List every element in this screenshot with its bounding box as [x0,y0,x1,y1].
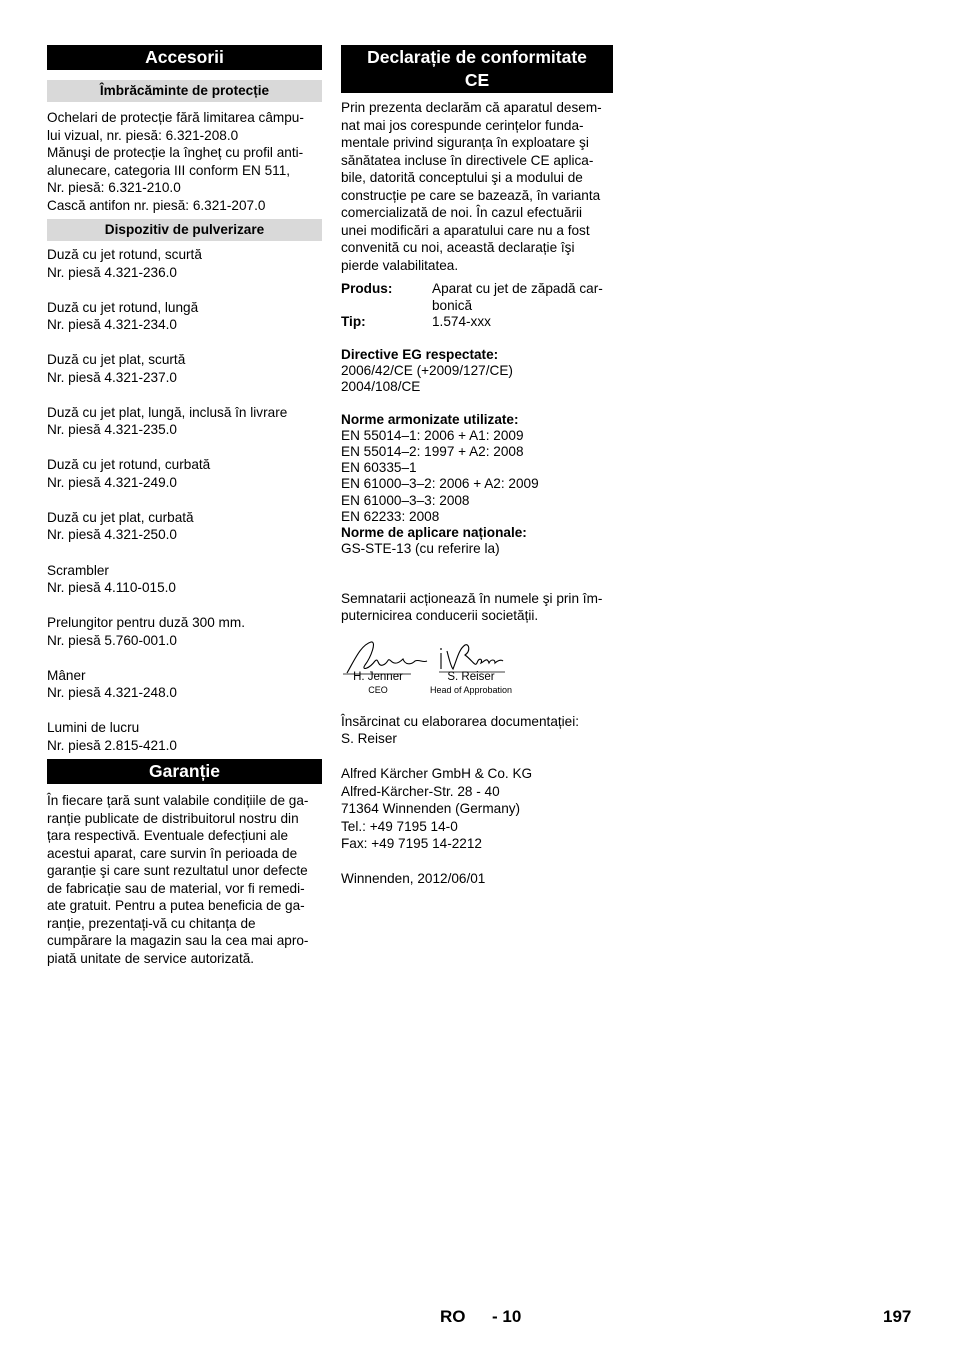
national-norms-value: GS-STE-13 (cu referire la) [341,540,500,556]
product-info [341,281,613,331]
text-line: Winnenden, 2012/06/01 [341,871,486,887]
documentation-label: Însărcinat cu elaborarea documentației: [341,713,580,729]
text-line: bile, datorită conceptului şi a modului de [341,170,583,185]
text-line: EN 55014–2: 1997 + A2: 2008 [341,444,524,460]
item-part-number: Nr. piesă 4.321-234.0 [47,317,177,333]
heading-line: Declarație de conformitate [367,47,587,67]
item-part-number: Nr. piesă 2.815-421.0 [47,737,177,753]
type-row [341,314,613,331]
item-name: Prelungitor pentru duză 300 mm. [47,615,245,631]
text-line: Ochelari de protecție fără limitarea câmpu- [47,110,304,125]
item-part-number: Nr. piesă 4.321-235.0 [47,422,177,438]
text-line: Aparat cu jet de zăpadă car- [432,281,603,296]
list-item [47,404,322,439]
text-line: EN 61000–3–2: 2006 + A2: 2009 [341,476,539,492]
item-part-number: Nr. piesă 4.321-250.0 [47,527,177,543]
text-line: ranție, prezentați-vă cu chitanța de [47,915,256,931]
text-line: țara respectivă. Eventuale defecțiuni ale [47,828,289,844]
list-item [47,246,322,281]
item-name: Duză cu jet plat, curbată [47,509,194,525]
imbracaminte-subheading: Îmbrăcăminte de protecție [47,80,322,102]
place-date [341,870,613,888]
list-item [47,299,322,334]
norms-label: Norme armonizate utilizate: [341,412,519,428]
text-line: mentale privind siguranța în exploatare şi [341,135,589,150]
item-name: Lumini de lucru [47,720,140,736]
product-row [341,281,613,314]
signature-reiser [429,639,513,696]
text-line: cumpărare la magazin sau la cea mai apro- [47,933,309,949]
text-line: EN 62233: 2008 [341,508,440,524]
item-name: Duză cu jet rotund, scurtă [47,247,202,262]
national-norms-label: Norme de aplicare naționale: [341,524,527,540]
pulverizare-list [47,246,322,754]
imbracaminte-text [47,109,322,214]
item-name: Duză cu jet rotund, curbată [47,457,211,473]
signer-role: CEO [368,684,388,695]
text-line: ate gratuit. Pentru a putea beneficia de ga- [47,898,305,914]
item-name: Mâner [47,667,86,683]
list-item [47,719,322,754]
signer-role: Head of Approbation [429,684,513,695]
text-line: EN 60335–1 [341,460,417,476]
declaratie-heading [341,45,613,93]
text-line: de fabricație sau de material, vor fi remedi- [47,880,305,896]
item-part-number: Nr. piesă 4.321-248.0 [47,685,177,701]
text-line: Cască antifon nr. piesă: 6.321-207.0 [47,197,266,213]
text-line: Alfred-Kärcher-Str. 28 - 40 [341,783,500,799]
text-line: garanție şi care sunt rezultatul unor defecte [47,863,308,879]
text-line: Nr. piesă: 6.321-210.0 [47,180,181,195]
item-name: Duză cu jet rotund, lungă [47,299,199,315]
address-block [341,765,613,853]
pulverizare-subheading: Dispozitiv de pulverizare [47,219,322,241]
signer-name: S. Reiser [447,670,495,683]
text-line: 2006/42/CE (+2009/127/CE) [341,362,513,378]
directives-label: Directive EG respectate: [341,346,499,362]
text-line: unei modificări a aparatului care nu a fost [341,222,590,238]
text-line: În fiecare țară sunt valabile condițiile de ga- [47,793,309,809]
left-column [47,45,322,967]
text-line: EN 61000–3–3: 2008 [341,492,470,508]
section-page-number: - 10 [492,1307,522,1326]
text-line: acestui aparat, care survin în perioada de [47,845,298,861]
text-line: Mănuşi de protecție la îngheț cu profil anti- [47,145,304,160]
garantie-heading: Garanție [47,759,322,784]
type-value: 1.574-xxx [432,314,491,329]
item-part-number: Nr. piesă 5.760-001.0 [47,632,177,648]
footer-page-number: 197 [883,1307,912,1326]
list-item [47,456,322,491]
item-name: Scrambler [47,562,109,578]
item-name: Duză cu jet plat, scurtă [47,352,186,368]
intro-text [341,99,613,274]
documentation-name: S. Reiser [341,731,397,747]
text-line: ranție publicate de distribuitorul nostru din [47,810,299,826]
list-item [47,509,322,544]
text-line: alunecare, categoria III conform EN 511, [47,162,291,178]
text-line: Prin prezenta declarăm că aparatul desem- [341,100,602,115]
product-label: Produs: [341,281,393,296]
text-line: sănătatea incluse în directivele CE aplica- [341,152,594,168]
signatures [341,639,613,705]
heading-line: CE [464,70,490,90]
signature-jenner [341,639,415,696]
product-value [432,281,613,314]
text-line: Alfred Kärcher GmbH & Co. KG [341,766,533,782]
accesorii-heading: Accesorii [47,45,322,70]
item-name: Duză cu jet plat, lungă, inclusă în livrare [47,404,288,420]
text-line: EN 55014–1: 2006 + A1: 2009 [341,428,524,444]
text-line: nat mai jos corespunde cerințelor funda- [341,117,584,133]
text-line: Tel.: +49 7195 14-0 [341,818,458,834]
text-line: construcție pe care se bazează, în varianta [341,187,601,203]
directives-block [341,347,613,396]
text-line: 71364 Winnenden (Germany) [341,801,521,817]
text-line: convenită cu noi, această declarație îşi [341,240,575,255]
text-line: 2004/108/CE [341,378,421,394]
item-part-number: Nr. piesă 4.110-015.0 [47,580,176,596]
list-item [47,351,322,386]
item-part-number: Nr. piesă 4.321-249.0 [47,474,177,490]
list-item [47,614,322,649]
norms-block [341,412,613,557]
text-line: comercializată de noi. În cazul efectuării [341,205,583,220]
text-line: piată unitate de service autorizată. [47,950,255,966]
right-column [341,45,613,888]
item-part-number: Nr. piesă 4.321-236.0 [47,264,177,280]
list-item [47,562,322,597]
text-line: lui vizual, nr. piesă: 6.321-208.0 [47,127,239,143]
footer-section-page [492,1306,521,1328]
garantie-text [47,792,322,967]
text-line: Semnatarii acționează în numele şi prin îm- [341,590,603,606]
footer-language: RO [440,1307,466,1326]
item-part-number: Nr. piesă 4.321-237.0 [47,369,177,385]
text-line: puternicirea conducerii societății. [341,608,539,624]
signatories-text [341,590,613,625]
signer-name: H. Jenner [353,670,403,683]
text-line: bonică [432,297,473,313]
type-label: Tip: [341,314,366,329]
list-item [47,667,322,702]
documentation-block [341,713,613,748]
text-line: Fax: +49 7195 14-2212 [341,836,482,852]
text-line: pierde valabilitatea. [341,257,459,273]
